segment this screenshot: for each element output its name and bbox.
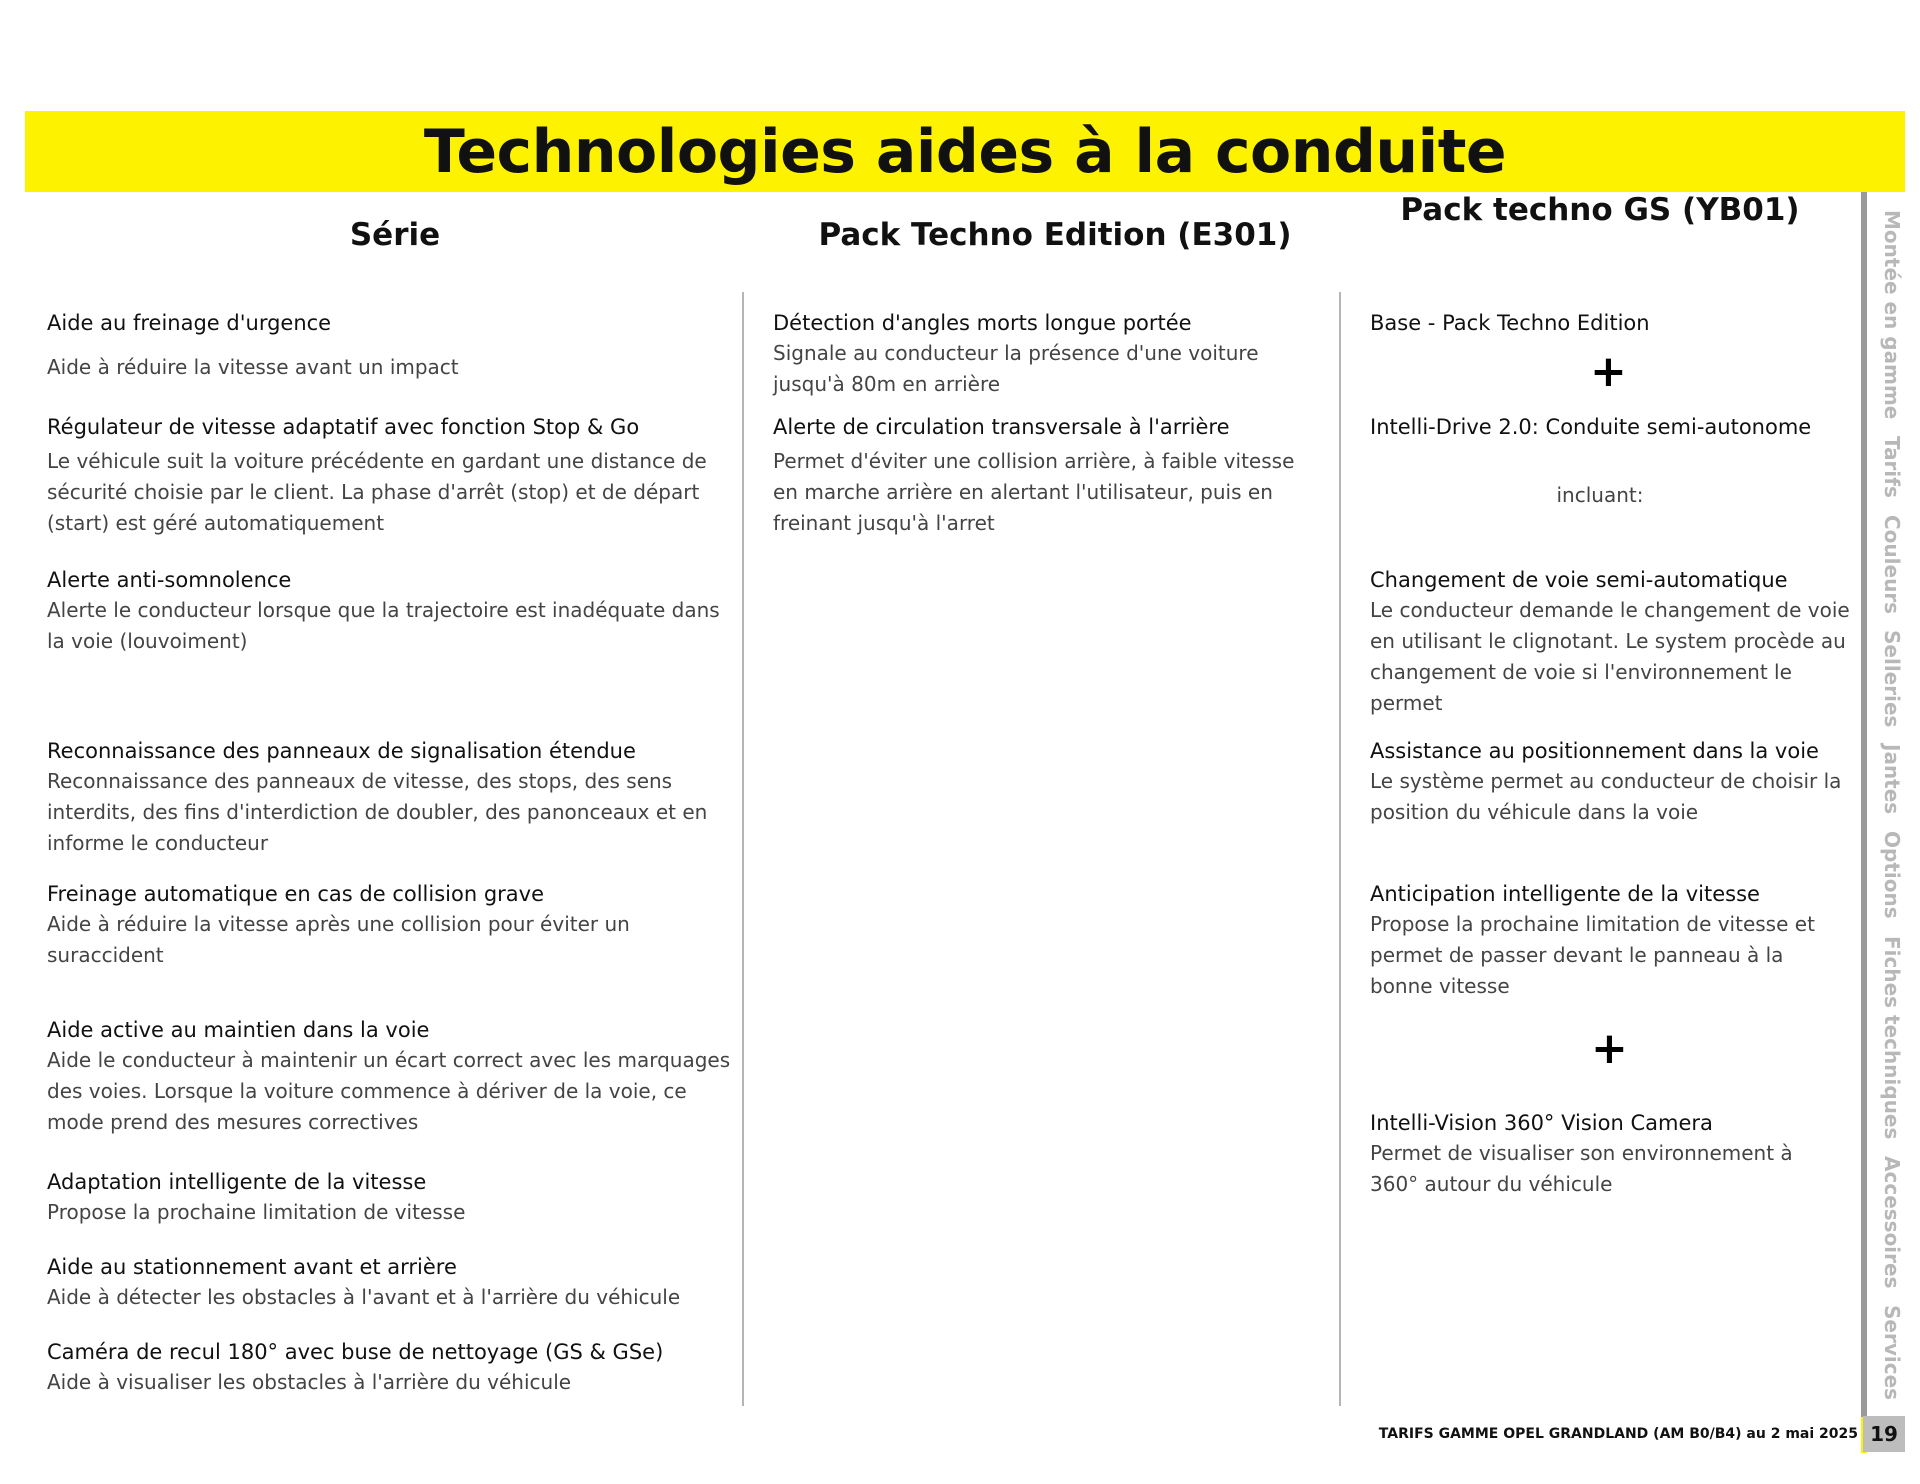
feature-item (47, 1337, 737, 1398)
feature-desc: Permet d'éviter une collision arrière, à faible vitesse en marche arrière en alertant l'utilisateur, puis en freinant jusqu'à l'arret (773, 449, 1295, 535)
feature-title: Alerte anti-somnolence (47, 568, 292, 592)
nav-accessoires[interactable]: Accessoires (1880, 1155, 1904, 1289)
feature-item (1370, 1108, 1830, 1200)
nav-services[interactable]: Services (1880, 1304, 1904, 1400)
side-nav (1870, 210, 1904, 1400)
feature-item (47, 1252, 737, 1313)
feature-desc: Signale au conducteur la présence d'une voiture jusqu'à 80m en arrière (773, 341, 1259, 396)
feature-item (47, 412, 737, 539)
feature-title: Caméra de recul 180° avec buse de nettoyage (GS & GSe) (47, 1340, 664, 1364)
feature-desc: Alerte le conducteur lorsque que la trajectoire est inadéquate dans la voie (louvoiment) (47, 598, 720, 653)
side-nav-bar (1861, 192, 1867, 1417)
feature-item (1370, 879, 1830, 1002)
feature-desc: Aide à réduire la vitesse après une collision pour éviter un suraccident (47, 912, 630, 967)
nav-jantes[interactable]: Jantes (1880, 744, 1904, 815)
nav-couleurs[interactable]: Couleurs (1880, 514, 1904, 614)
intelli-drive-line (1370, 412, 1811, 442)
base-line (1370, 308, 1650, 338)
feature-desc: Aide à visualiser les obstacles à l'arrière du véhicule (47, 1370, 572, 1394)
heading-pack-techno-gs: Pack techno GS (YB01) (1400, 192, 1800, 228)
feature-title: Changement de voie semi-automatique (1370, 568, 1788, 592)
including-label: incluant: (1556, 483, 1644, 507)
feature-desc: Propose la prochaine limitation de vitesse et permet de passer devant le panneau à la bonne vitesse (1370, 912, 1815, 998)
heading-serie: Série (349, 217, 441, 253)
nav-fiches-techniques[interactable]: Fiches techniques (1880, 935, 1904, 1140)
title-banner (25, 111, 1905, 192)
feature-title: Adaptation intelligente de la vitesse (47, 1170, 427, 1194)
nav-tarifs[interactable]: Tarifs (1880, 436, 1904, 498)
feature-desc: Aide à réduire la vitesse avant un impact (47, 355, 459, 379)
plus-icon: + (1590, 346, 1627, 397)
feature-item (47, 308, 737, 383)
nav-options[interactable]: Options (1880, 831, 1904, 919)
feature-title: Détection d'angles morts longue portée (773, 311, 1192, 335)
feature-title: Assistance au positionnement dans la voie (1370, 739, 1819, 763)
feature-title: Régulateur de vitesse adaptatif avec fonction Stop & Go (47, 415, 640, 439)
feature-desc: Le véhicule suit la voiture précédente en gardant une distance de sécurité choisie par le client. La phase d'arrêt (stop) et de départ (start) est géré automatiquement (47, 449, 707, 535)
divider-2 (1339, 292, 1341, 1406)
feature-item (1370, 565, 1850, 719)
including-line (1370, 480, 1830, 511)
feature-title: Aide au freinage d'urgence (47, 311, 332, 335)
intelli-drive-label: Intelli-Drive 2.0: Conduite semi-autonome (1370, 415, 1812, 439)
feature-title: Reconnaissance des panneaux de signalisation étendue (47, 739, 636, 763)
feature-desc: Le système permet au conducteur de choisir la position du véhicule dans la voie (1370, 769, 1842, 824)
feature-title: Aide active au maintien dans la voie (47, 1018, 430, 1042)
feature-item (47, 1167, 737, 1228)
feature-item (47, 565, 737, 657)
feature-title: Alerte de circulation transversale à l'arrière (773, 415, 1230, 439)
feature-desc: Propose la prochaine limitation de vitesse (47, 1200, 466, 1224)
feature-desc: Reconnaissance des panneaux de vitesse, des stops, des sens interdits, des fins d'interdiction de doubler, des panonceaux et en informe le conducteur (47, 769, 708, 855)
page-title: Technologies aides à la conduite (423, 116, 1507, 187)
feature-item (47, 879, 747, 971)
page-number: 19 (1863, 1416, 1905, 1452)
feature-title: Intelli-Vision 360° Vision Camera (1370, 1111, 1713, 1135)
feature-item (773, 412, 1323, 539)
nav-montee-en-gamme[interactable]: Montée en gamme (1880, 210, 1904, 420)
feature-item (773, 308, 1323, 400)
feature-item (47, 1015, 737, 1138)
feature-title: Freinage automatique en cas de collision grave (47, 882, 545, 906)
feature-desc: Le conducteur demande le changement de voie en utilisant le clignotant. Le system procède au changement de voie si l'environnement le permet (1370, 598, 1850, 715)
heading-pack-techno-edition: Pack Techno Edition (E301) (818, 217, 1292, 253)
feature-desc: Aide à détecter les obstacles à l'avant et à l'arrière du véhicule (47, 1285, 681, 1309)
feature-desc: Aide le conducteur à maintenir un écart correct avec les marquages des voies. Lorsque la voiture commence à dériver de la voie, ce mode prend des mesures correctives (47, 1048, 731, 1134)
feature-item (1370, 736, 1850, 828)
nav-selleries[interactable]: Selleries (1880, 630, 1904, 728)
feature-title: Aide au stationnement avant et arrière (47, 1255, 457, 1279)
base-pack-label: Base - Pack Techno Edition (1370, 311, 1650, 335)
feature-desc: Permet de visualiser son environnement à 360° autour du véhicule (1370, 1141, 1793, 1196)
footer-text: TARIFS GAMME OPEL GRANDLAND (AM B0/B4) au 2 mai 2025 (1378, 1426, 1858, 1442)
divider-1 (742, 292, 744, 1406)
plus-icon: + (1591, 1023, 1628, 1074)
feature-item (47, 736, 737, 859)
feature-title: Anticipation intelligente de la vitesse (1370, 882, 1760, 906)
